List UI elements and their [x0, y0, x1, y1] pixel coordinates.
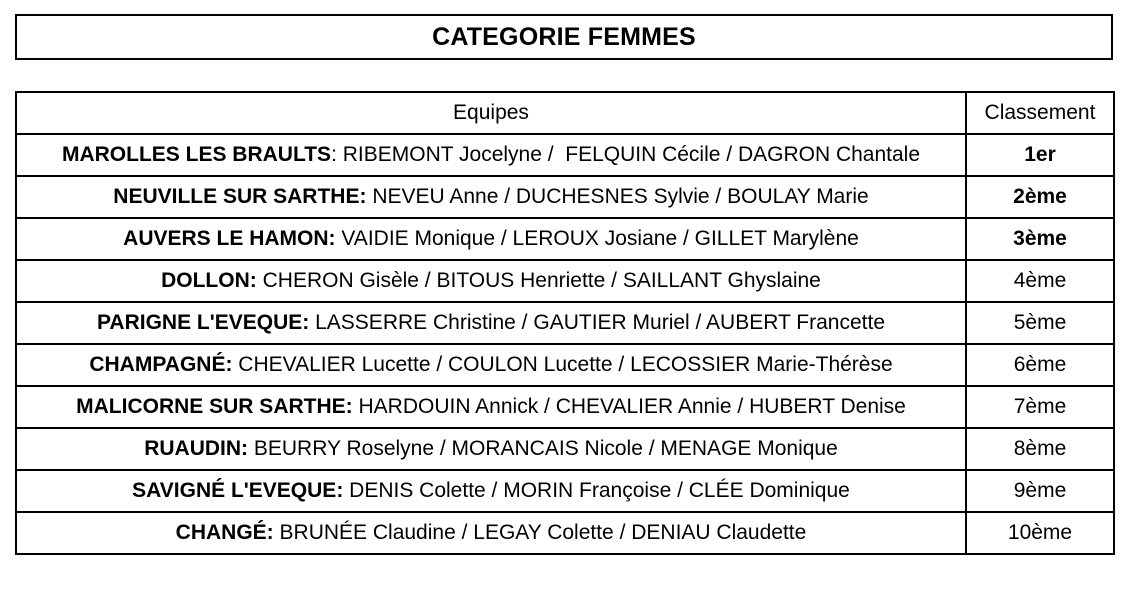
header-teams: Equipes [16, 92, 966, 134]
rank-cell: 2ème [966, 176, 1114, 218]
team-cell [16, 134, 966, 176]
team-cell [16, 470, 966, 512]
results-table [15, 91, 1115, 555]
club-name: CHAMPAGNÉ: [89, 353, 233, 376]
table-row [16, 302, 1114, 344]
team-cell [16, 260, 966, 302]
club-name: SAVIGNÉ L'EVEQUE: [132, 479, 344, 502]
rank-cell: 4ème [966, 260, 1114, 302]
club-name: CHANGÉ: [175, 521, 274, 544]
rank-cell: 9ème [966, 470, 1114, 512]
club-name: RUAUDIN: [144, 437, 249, 460]
page-title: CATEGORIE FEMMES [432, 22, 696, 51]
team-members: BEURRY Roselyne / MORANCAIS Nicole / MENAGE Monique [253, 437, 838, 460]
team-members: CHERON Gisèle / BITOUS Henriette / SAILLANT Ghyslaine [262, 269, 821, 292]
team-cell [16, 176, 966, 218]
table-row [16, 428, 1114, 470]
club-name: AUVERS LE HAMON: [123, 227, 336, 250]
rank-cell: 5ème [966, 302, 1114, 344]
team-members: DENIS Colette / MORIN Françoise / CLÉE Dominique [349, 479, 850, 502]
team-cell [16, 428, 966, 470]
club-separator: : [331, 143, 343, 166]
club-name: DOLLON: [161, 269, 257, 292]
table-header-row [16, 92, 1114, 134]
table-row [16, 344, 1114, 386]
team-members: LASSERRE Christine / GAUTIER Muriel / AUBERT Francette [315, 311, 886, 334]
table-row [16, 260, 1114, 302]
club-name: MAROLLES LES BRAULTS [61, 143, 332, 166]
team-members: NEVEU Anne / DUCHESNES Sylvie / BOULAY Marie [372, 185, 869, 208]
table-body [16, 134, 1114, 554]
table-row [16, 176, 1114, 218]
club-name: PARIGNE L'EVEQUE: [96, 311, 310, 334]
team-cell [16, 344, 966, 386]
team-members: CHEVALIER Lucette / COULON Lucette / LECOSSIER Marie-Thérèse [238, 353, 893, 376]
table-row [16, 470, 1114, 512]
team-members: HARDOUIN Annick / CHEVALIER Annie / HUBERT Denise [358, 395, 906, 418]
title-box [15, 14, 1113, 60]
rank-cell: 6ème [966, 344, 1114, 386]
rank-cell: 10ème [966, 512, 1114, 554]
table-row [16, 134, 1114, 176]
team-members: BRUNÉE Claudine / LEGAY Colette / DENIAU Claudette [279, 521, 807, 544]
team-cell [16, 302, 966, 344]
team-cell [16, 512, 966, 554]
header-rank: Classement [966, 92, 1114, 134]
rank-cell: 7ème [966, 386, 1114, 428]
table-row [16, 218, 1114, 260]
club-name: NEUVILLE SUR SARTHE: [113, 185, 367, 208]
rank-cell: 3ème [966, 218, 1114, 260]
table-row [16, 512, 1114, 554]
team-members: VAIDIE Monique / LEROUX Josiane / GILLET Marylène [341, 227, 859, 250]
table-row [16, 386, 1114, 428]
rank-cell: 1er [966, 134, 1114, 176]
team-cell [16, 218, 966, 260]
team-cell [16, 386, 966, 428]
team-members: RIBEMONT Jocelyne / FELQUIN Cécile / DAGRON Chantale [342, 143, 921, 166]
club-name: MALICORNE SUR SARTHE: [76, 395, 353, 418]
rank-cell: 8ème [966, 428, 1114, 470]
